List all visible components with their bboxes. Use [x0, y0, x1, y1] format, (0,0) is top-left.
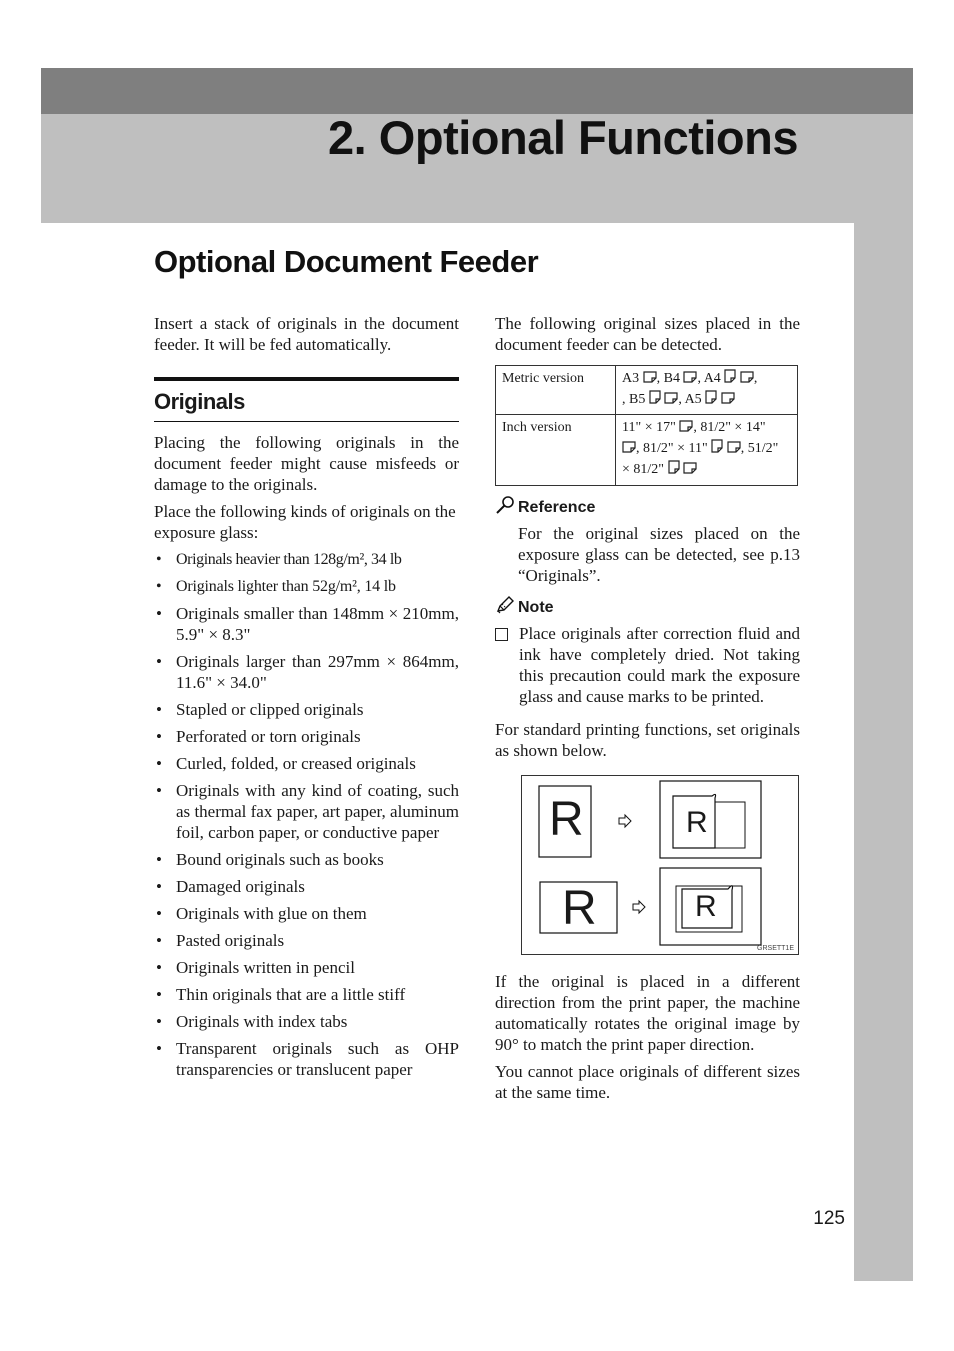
landscape-orientation-icon — [683, 370, 697, 390]
size-letter-fraction: 1/2" × 11" — [650, 441, 708, 456]
section-title: Optional Document Feeder — [154, 244, 539, 279]
side-tab-strip — [854, 223, 913, 1281]
size-legal-whole: , 8 — [693, 420, 708, 435]
size-a3: A3 — [622, 371, 640, 386]
size-b4: , B4 — [656, 371, 680, 386]
header-band-dark — [41, 68, 913, 114]
metric-sizes-cell: A3 , B4 , A4 , , B5 , A5 — [616, 366, 798, 415]
list-item: • Transparent originals such as OHP transparencies or translucent paper — [154, 1038, 459, 1080]
size-half-letter-whole: , 5 — [740, 441, 755, 456]
list-item: • Perforated or torn originals — [154, 726, 459, 747]
table-row — [496, 366, 798, 415]
portrait-orientation-icon — [705, 390, 717, 411]
size-half-letter-fraction: 1/2" — [754, 441, 779, 456]
table-row — [496, 415, 798, 486]
originals-heading-block — [154, 377, 459, 422]
detection-intro: The following original sizes placed in the document feeder can be detected. — [495, 314, 800, 354]
list-item: • Bound originals such as books — [154, 849, 459, 870]
landscape-orientation-icon — [622, 440, 636, 460]
figure-code: GRSETT1E — [757, 945, 794, 952]
landscape-orientation-icon — [740, 370, 754, 390]
size-a4: , A4 — [697, 371, 721, 386]
landscape-orientation-icon — [727, 440, 741, 460]
list-item: • Originals heavier than 128g/m², 34 lb — [154, 549, 459, 570]
note-text: Place originals after correction fluid and ink have completely dried. Not taking this precaution could mark the exposure glass and cause marks to be printed. — [519, 624, 800, 706]
list-item: • Thin originals that are a little stiff — [154, 984, 459, 1005]
figure-letter-portrait: R — [549, 793, 584, 846]
note-heading — [495, 596, 800, 619]
figure-letter-landscape: R — [562, 882, 597, 935]
list-item: • Originals with glue on them — [154, 903, 459, 924]
rotation-para-2: You cannot place originals of different sizes at the same time. — [495, 1062, 800, 1102]
figure-letter-portrait-result: R — [686, 806, 708, 839]
list-item: • Pasted originals — [154, 930, 459, 951]
pencil-icon — [495, 596, 515, 619]
figure-letter-landscape-result: R — [695, 890, 717, 923]
reference-heading-text: Reference — [518, 498, 596, 516]
section-intro: Insert a stack of originals in the document feeder. It will be fed automatically. — [154, 314, 459, 354]
list-item: • Originals larger than 297mm × 864mm, 11.6" × 34.0" — [154, 651, 459, 693]
list-item: • Originals with any kind of coating, such as thermal fax paper, art paper, aluminum foil, carbon paper, or conductive paper — [154, 780, 459, 843]
list-item: • Damaged originals — [154, 876, 459, 897]
portrait-orientation-icon — [649, 390, 661, 411]
list-item: • Originals with index tabs — [154, 1011, 459, 1032]
landscape-orientation-icon — [664, 391, 678, 411]
landscape-orientation-icon — [721, 391, 735, 411]
reference-body — [495, 523, 800, 586]
inch-version-label: Inch version — [496, 415, 616, 486]
magnifier-icon — [495, 496, 515, 519]
list-item: • Curled, folded, or creased originals — [154, 753, 459, 774]
inch-sizes-cell — [616, 415, 798, 486]
rotation-para-1: If the original is placed in a different direction from the print paper, the machine automatically rotates the original image by 90° to match the print paper direction. — [495, 972, 800, 1054]
originals-heading: Originals — [154, 389, 245, 414]
note-heading-text: Note — [518, 598, 554, 616]
landscape-orientation-icon — [683, 461, 697, 481]
landscape-orientation-icon — [643, 370, 657, 390]
size-letter-whole: , 8 — [636, 441, 650, 456]
size-half-letter-height-whole: × 8 — [622, 462, 641, 477]
standard-printing-text: For standard printing functions, set originals as shown below. — [495, 720, 800, 760]
size-b5: , B5 — [622, 392, 646, 407]
list-item: • Originals smaller than 148mm × 210mm, 5.9" × 8.3" — [154, 603, 459, 645]
list-item: • Stapled or clipped originals — [154, 699, 459, 720]
portrait-orientation-icon — [724, 369, 736, 390]
page-number: 125 — [813, 1208, 845, 1229]
left-column — [154, 313, 459, 1086]
reference-heading — [495, 496, 800, 519]
size-legal-fraction: 1/2" × 14" — [707, 420, 766, 435]
reference-text: For the original sizes placed on the exposure glass can be detected, see p.13 “Originals”. — [518, 524, 800, 585]
portrait-orientation-icon — [668, 460, 680, 481]
size-half-letter-height-fraction: 1/2" — [640, 462, 665, 477]
original-placement-figure — [521, 775, 799, 955]
originals-para-1: Placing the following originals in the document feeder might cause misfeeds or damage to the originals. — [154, 433, 459, 494]
size-ledger: 11" × 17" — [622, 420, 676, 435]
checkbox-bullet-icon — [495, 628, 508, 641]
chapter-title: 2. Optional Functions — [328, 111, 798, 164]
landscape-orientation-icon — [679, 419, 693, 439]
note-item — [495, 623, 800, 713]
metric-version-label: Metric version — [496, 366, 616, 415]
detectable-sizes-table — [495, 365, 798, 486]
originals-para-2: Place the following kinds of originals on the exposure glass: — [154, 502, 456, 542]
right-column — [495, 313, 800, 1109]
originals-bullet-list — [154, 549, 459, 1080]
list-item: • Originals lighter than 52g/m², 14 lb — [154, 576, 459, 597]
portrait-orientation-icon — [711, 439, 723, 460]
list-item: • Originals written in pencil — [154, 957, 459, 978]
size-a5: , A5 — [678, 392, 702, 407]
